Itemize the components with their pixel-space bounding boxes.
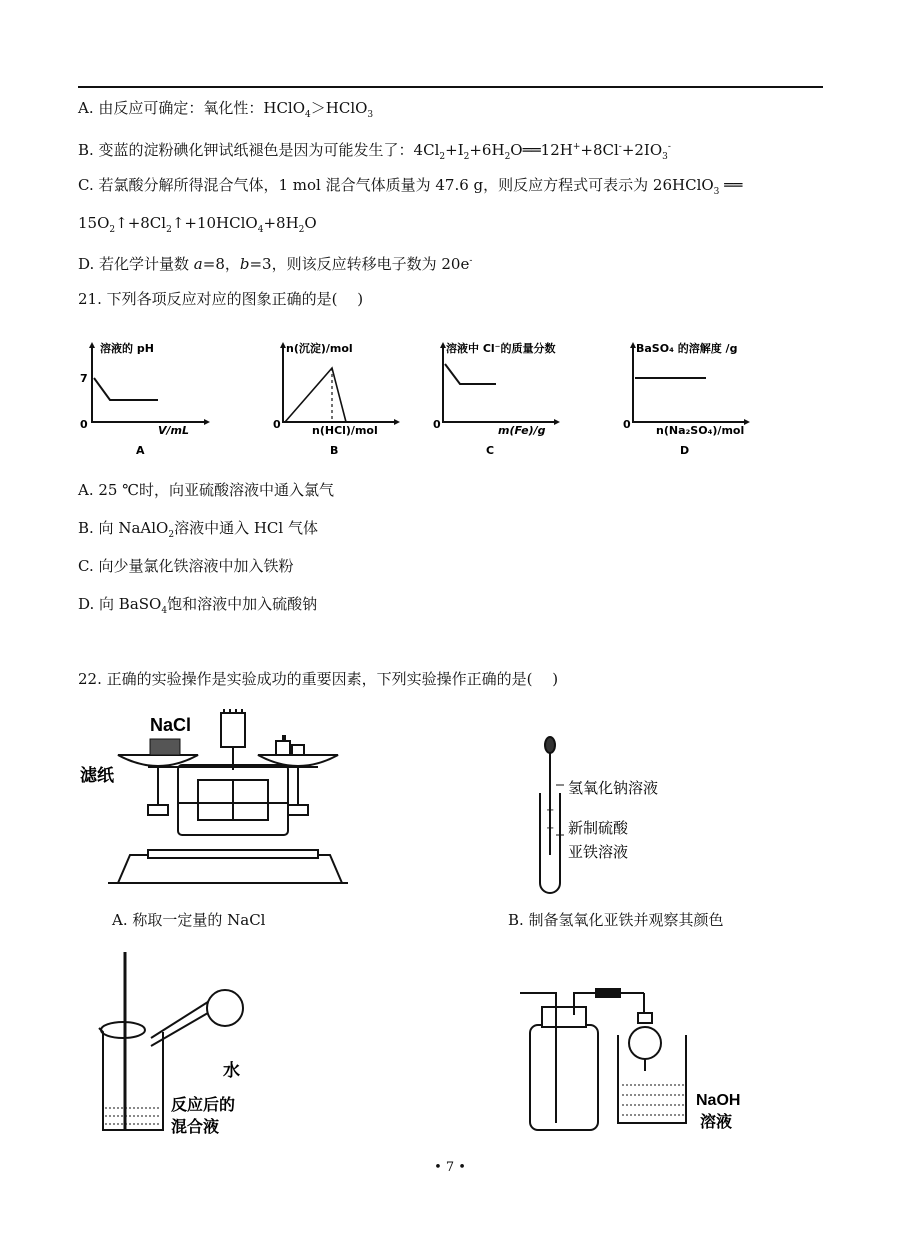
mixture-label-2: 混合液	[171, 1117, 220, 1136]
naoh-label-2: 溶液	[700, 1112, 733, 1131]
q20-option-c-line1: C. 若氯酸分解所得混合气体，1 mol 混合气体质量为 47.6 g，则反应方程式可表示为 26HClO$_3$ ══	[78, 176, 743, 197]
graph-d-ylabel: BaSO₄ 的溶解度 /g	[636, 342, 738, 355]
graph-b-letter: B	[330, 444, 339, 457]
filter-paper-label: 滤纸	[80, 766, 114, 786]
q20-option-c-line2: $15O_2↑+8Cl_2↑+10HClO_4+8H_2O$	[78, 214, 317, 235]
q20-option-d: D. 若化学计量数 a=8，b=3，则该反应转移电子数为 20e-	[78, 255, 473, 273]
q21-option-a: A. 25 ℃时，向亚硫酸溶液中通入氯气	[78, 481, 335, 499]
graph-a-xlabel: V/mL	[158, 424, 190, 437]
gas-absorption-figure	[520, 985, 780, 1135]
graph-d-letter: D	[680, 444, 690, 457]
graph-a-tick7: 7	[80, 372, 88, 385]
ferrous-sulfate-label-1: 新制硫酸	[568, 819, 629, 837]
q20-option-b: B. 变蓝的淀粉碘化钾试纸褪色是因为可能发生了：$4Cl_2+I_2+6H_2O══12H^++8Cl^-+2IO_3^-$	[78, 141, 671, 162]
naoh-label-1: NaOH	[696, 1092, 741, 1109]
q21-stem: 21. 下列各项反应对应的图象正确的是( )	[78, 290, 364, 308]
q21-option-c: C. 向少量氯化铁溶液中加入铁粉	[78, 557, 294, 575]
graph-d-xlabel: n(Na₂SO₄)/mol	[656, 424, 745, 437]
graph-a-origin: 0	[80, 418, 88, 431]
q20-option-a: A. 由反应可确定：氧化性：HClO$_4$＞HClO$_3$	[78, 99, 374, 120]
water-label: 水	[223, 1061, 240, 1081]
graph-b-origin: 0	[273, 418, 281, 431]
page-number: • 7 •	[434, 1160, 466, 1175]
q21-option-b: B. 向 NaAlO$_2$溶液中通入 HCl 气体	[78, 519, 318, 540]
graph-c-ylabel: 溶液中 Cl⁻的质量分数	[446, 342, 556, 355]
graph-c-origin: 0	[433, 418, 441, 431]
q21-graphs	[78, 334, 778, 464]
dilution-figure	[95, 950, 275, 1140]
ferrous-sulfate-label-2: 亚铁溶液	[568, 843, 629, 861]
top-rule	[78, 86, 823, 88]
q22-stem: 22. 正确的实验操作是实验成功的重要因素，下列实验操作正确的是( )	[78, 670, 559, 688]
test-tube-figure	[530, 735, 710, 895]
graph-d-origin: 0	[623, 418, 631, 431]
balance-figure	[78, 705, 348, 890]
svg-text:+: +	[546, 805, 555, 816]
graph-c-letter: C	[486, 444, 495, 457]
q21-option-d: D. 向 BaSO$_4$饱和溶液中加入硫酸钠	[78, 595, 318, 616]
graph-a-letter: A	[136, 444, 145, 457]
mixture-label-1: 反应后的	[171, 1095, 236, 1114]
nacl-label: NaCl	[150, 715, 192, 735]
graph-c-xlabel: m(Fe)/g	[498, 424, 546, 437]
fig-b-caption: B. 制备氢氧化亚铁并观察其颜色	[508, 911, 724, 929]
graph-a-ylabel: 溶液的 pH	[100, 342, 154, 355]
graph-b-xlabel: n(HCl)/mol	[312, 424, 378, 437]
svg-text:+: +	[546, 823, 555, 834]
graph-b-ylabel: n(沉淀)/mol	[286, 342, 353, 355]
naoh-solution-label: 氢氧化钠溶液	[568, 779, 659, 797]
fig-a-caption: A. 称取一定量的 NaCl	[112, 911, 266, 929]
